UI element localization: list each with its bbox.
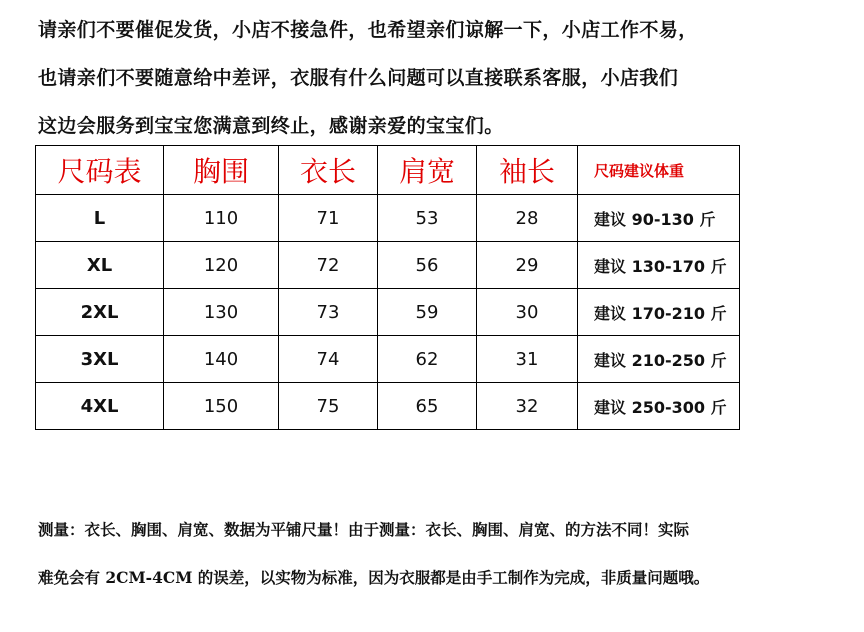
table-row: [36, 289, 740, 336]
size-cell: 3XL: [36, 336, 164, 383]
intro-notice: [38, 6, 858, 150]
table-row: [36, 242, 740, 289]
note-line-2: 难免会有 2CM-4CM 的误差，以实物为标准，因为衣服都是由手工制作为完成，非质量问题哦。: [38, 568, 710, 587]
shoulder-cell: 62: [378, 336, 477, 383]
sleeve-cell: 30: [477, 289, 578, 336]
chest-cell: 150: [164, 383, 279, 430]
shoulder-cell: 56: [378, 242, 477, 289]
intro-line-1: 请亲们不要催促发货，小店不接急件，也希望亲们谅解一下，小店工作不易，: [38, 19, 698, 41]
note-line-1: 测量：衣长、胸围、肩宽、数据为平铺尺量！由于测量：衣长、胸围、肩宽、的方法不同！实际: [38, 520, 690, 539]
sleeve-cell: 32: [477, 383, 578, 430]
table-row: [36, 336, 740, 383]
header-chest: 胸围: [164, 146, 279, 195]
chest-cell: 140: [164, 336, 279, 383]
size-cell: XL: [36, 242, 164, 289]
table-row: [36, 383, 740, 430]
length-cell: 74: [279, 336, 378, 383]
weight-cell: 建议 130-170 斤: [578, 242, 740, 289]
sleeve-cell: 29: [477, 242, 578, 289]
length-cell: 73: [279, 289, 378, 336]
shoulder-cell: 65: [378, 383, 477, 430]
shoulder-cell: 59: [378, 289, 477, 336]
sleeve-cell: 28: [477, 195, 578, 242]
length-cell: 72: [279, 242, 378, 289]
chest-cell: 130: [164, 289, 279, 336]
weight-cell: 建议 90-130 斤: [578, 195, 740, 242]
shoulder-cell: 53: [378, 195, 477, 242]
intro-line-2: 也请亲们不要随意给中差评，衣服有什么问题可以直接联系客服，小店我们: [38, 67, 679, 89]
length-cell: 75: [279, 383, 378, 430]
header-length: 衣长: [279, 146, 378, 195]
sleeve-cell: 31: [477, 336, 578, 383]
weight-cell: 建议 250-300 斤: [578, 383, 740, 430]
weight-cell: 建议 170-210 斤: [578, 289, 740, 336]
size-chart-table: [35, 145, 740, 430]
size-cell: 2XL: [36, 289, 164, 336]
header-sleeve: 袖长: [477, 146, 578, 195]
weight-cell: 建议 210-250 斤: [578, 336, 740, 383]
size-cell: 4XL: [36, 383, 164, 430]
size-cell: L: [36, 195, 164, 242]
chest-cell: 110: [164, 195, 279, 242]
chest-cell: 120: [164, 242, 279, 289]
measurement-note: [38, 506, 858, 602]
table-row: [36, 195, 740, 242]
table-header-row: [36, 146, 740, 195]
header-size: 尺码表: [36, 146, 164, 195]
header-shoulder: 肩宽: [378, 146, 477, 195]
intro-line-3: 这边会服务到宝宝您满意到终止，感谢亲爱的宝宝们。: [38, 115, 504, 137]
length-cell: 71: [279, 195, 378, 242]
header-weight: 尺码建议体重: [578, 146, 740, 195]
